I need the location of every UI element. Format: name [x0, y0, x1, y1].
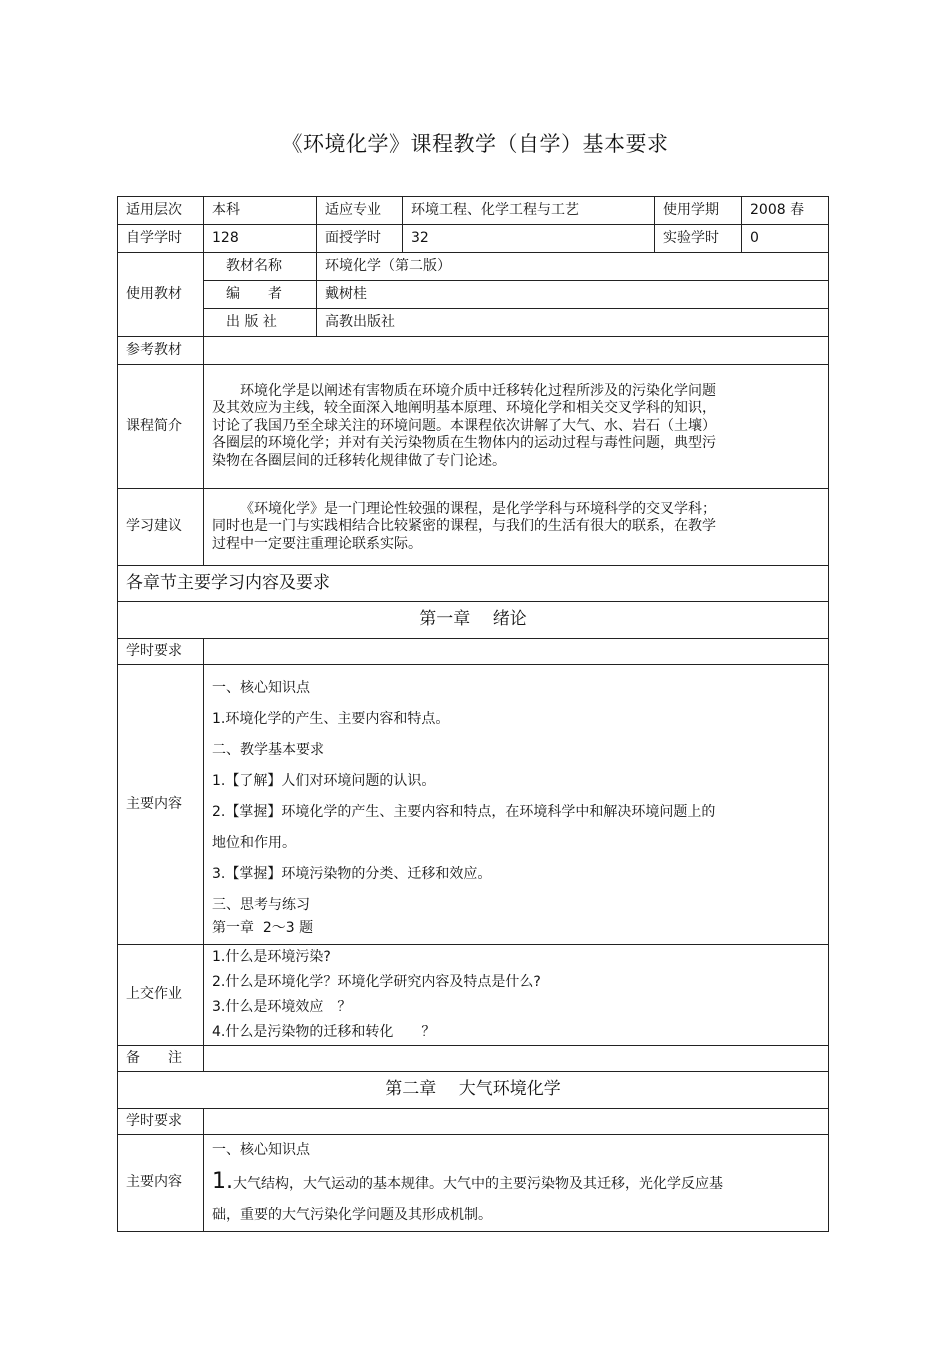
- chapter2-content-row: [118, 1135, 829, 1232]
- reference-label: 参考教材: [118, 337, 204, 365]
- advice-line: 过程中一定要注重理论联系实际。: [212, 535, 422, 552]
- lab-hours-value: 0: [742, 225, 829, 253]
- textbook-author-label: 编 者: [204, 281, 317, 309]
- textbook-name-value: 环境化学（第二版）: [317, 253, 829, 281]
- chapter2-content: [204, 1135, 829, 1232]
- section-title: 各章节主要学习内容及要求: [118, 566, 829, 602]
- lecture-hours-value: 32: [403, 225, 655, 253]
- homework-line: 1.什么是环境污染?: [212, 949, 331, 965]
- intro-line: 环境化学是以阐述有害物质在环境介质中迁移转化过程所涉及的污染化学问题: [240, 382, 716, 399]
- requirements-table: [117, 196, 829, 1232]
- chapter1-content-row: [118, 665, 829, 945]
- content-line: 1.: [212, 1169, 233, 1194]
- info-row-1: [118, 197, 829, 225]
- chapter1-remark-label: 备 注: [118, 1046, 204, 1072]
- term-label: 使用学期: [655, 197, 742, 225]
- section-title-row: [118, 566, 829, 602]
- chapter2-title: 第二章 大气环境化学: [118, 1072, 829, 1109]
- intro-line: 各圈层的环境化学；并对有关污染物质在生物体内的运动过程与毒性问题，典型污: [212, 435, 716, 452]
- level-label: 适用层次: [118, 197, 204, 225]
- textbook-author-value: 戴树桂: [317, 281, 829, 309]
- textbook-row-author: [118, 281, 829, 309]
- homework-line: 2.什么是环境化学？环境化学研究内容及特点是什么?: [212, 974, 541, 990]
- content-line: 一、核心知识点: [212, 1142, 310, 1158]
- term-value: 2008 春: [742, 197, 829, 225]
- textbook-row-publisher: [118, 309, 829, 337]
- intro-label: 课程简介: [118, 365, 204, 489]
- chapter1-content-label: 主要内容: [118, 665, 204, 945]
- textbook-label: 使用教材: [118, 253, 204, 337]
- self-hours-value: 128: [204, 225, 317, 253]
- content-line: 1.【了解】人们对环境问题的认识。: [212, 773, 436, 789]
- content-line: 二、教学基本要求: [212, 742, 324, 758]
- chapter1-content: [204, 665, 829, 945]
- chapter1-title-row: [118, 602, 829, 639]
- chapter2-hours-row: [118, 1109, 829, 1135]
- chapter2-content-label: 主要内容: [118, 1135, 204, 1232]
- page-title: 《环境化学》课程教学（自学）基本要求: [281, 132, 669, 156]
- textbook-name-label: 教材名称: [204, 253, 317, 281]
- chapter1-homework-label: 上交作业: [118, 945, 204, 1046]
- major-value: 环境工程、化学工程与工艺: [403, 197, 655, 225]
- chapter1-hours-value: [204, 639, 829, 665]
- intro-text: [204, 365, 829, 489]
- chapter1-homework-row: [118, 945, 829, 1046]
- content-line: 3.【掌握】环境污染物的分类、迁移和效应。: [212, 866, 492, 882]
- chapter2-title-row: [118, 1072, 829, 1109]
- advice-row: [118, 489, 829, 566]
- content-line: 一、核心知识点: [212, 680, 310, 696]
- reference-value: [204, 337, 829, 365]
- content-line: 三、思考与练习: [212, 897, 310, 913]
- intro-line: 及其效应为主线，较全面深入地阐明基本原理、环境化学和相关交叉学科的知识，: [212, 400, 716, 417]
- chapter1-title: 第一章 绪论: [118, 602, 829, 639]
- chapter1-remark-value: [204, 1046, 829, 1072]
- content-line: 1.环境化学的产生、主要内容和特点。: [212, 711, 450, 727]
- textbook-publisher-label: 出 版 社: [204, 309, 317, 337]
- content-line: 第一章 2～3 题: [212, 920, 314, 936]
- chapter1-hours-label: 学时要求: [118, 639, 204, 665]
- homework-line: 3.什么是环境效应 ？: [212, 999, 352, 1015]
- intro-row: [118, 365, 829, 489]
- content-line: 大气结构，大气运动的基本规律。大气中的主要污染物及其迁移，光化学反应基: [233, 1176, 723, 1192]
- chapter2-hours-value: [204, 1109, 829, 1135]
- homework-line: 4.什么是污染物的迁移和转化 ？: [212, 1024, 436, 1040]
- self-hours-label: 自学学时: [118, 225, 204, 253]
- textbook-row-name: [118, 253, 829, 281]
- intro-line: 染物在各圈层间的迁移转化规律做了专门论述。: [212, 452, 506, 469]
- content-line: 础，重要的大气污染化学问题及其形成机制。: [212, 1207, 492, 1223]
- reference-row: [118, 337, 829, 365]
- advice-text: [204, 489, 829, 566]
- level-value: 本科: [204, 197, 317, 225]
- advice-line: 《环境化学》是一门理论性较强的课程，是化学学科与环境科学的交叉学科；: [240, 500, 716, 517]
- content-line: 2.【掌握】环境化学的产生、主要内容和特点，在环境科学中和解决环境问题上的: [212, 804, 716, 820]
- advice-label: 学习建议: [118, 489, 204, 566]
- info-row-2: [118, 225, 829, 253]
- chapter1-remark-row: [118, 1046, 829, 1072]
- advice-line: 同时也是一门与实践相结合比较紧密的课程，与我们的生活有很大的联系，在教学: [212, 518, 716, 535]
- major-label: 适应专业: [317, 197, 403, 225]
- chapter1-hours-row: [118, 639, 829, 665]
- intro-line: 讨论了我国乃至全球关注的环境问题。本课程依次讲解了大气、水、岩石（土壤）: [212, 417, 716, 434]
- chapter1-homework: [204, 945, 829, 1046]
- content-line: 地位和作用。: [212, 835, 296, 851]
- textbook-publisher-value: 高教出版社: [317, 309, 829, 337]
- lab-hours-label: 实验学时: [655, 225, 742, 253]
- chapter2-hours-label: 学时要求: [118, 1109, 204, 1135]
- lecture-hours-label: 面授学时: [317, 225, 403, 253]
